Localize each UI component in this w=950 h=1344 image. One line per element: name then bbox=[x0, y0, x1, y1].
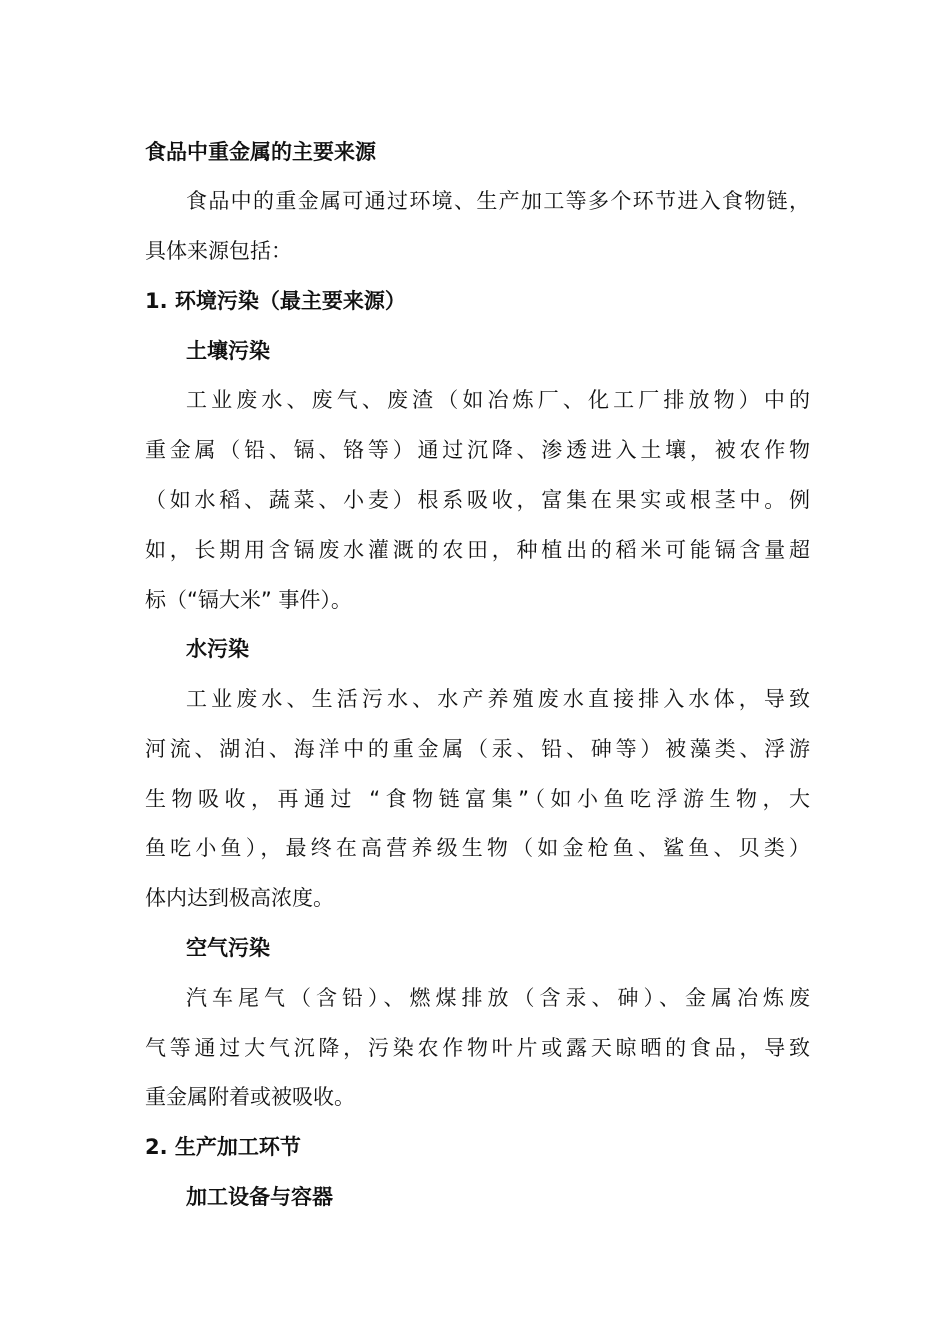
soil-line-5: 标（“镉大米” 事件）。 bbox=[145, 588, 352, 612]
equipment-heading: 加工设备与容器 bbox=[186, 1185, 333, 1209]
intro-line-2: 具体来源包括： bbox=[145, 239, 292, 263]
air-heading: 空气污染 bbox=[186, 936, 270, 960]
water-line-3: 生物吸收，再通过 “食物链富集”（如小鱼吃浮游生物，大 bbox=[145, 787, 810, 811]
air-line-3: 重金属附着或被吸收。 bbox=[145, 1085, 355, 1109]
water-line-4: 鱼吃小鱼），最终在高营养级生物（如金枪鱼、鲨鱼、贝类） bbox=[145, 836, 810, 860]
air-line-2: 气等通过大气沉降，污染农作物叶片或露天晾晒的食品，导致 bbox=[145, 1036, 810, 1060]
soil-heading: 土壤污染 bbox=[186, 339, 270, 363]
soil-line-4: 如，长期用含镉废水灌溉的农田，种植出的稻米可能镉含量超 bbox=[145, 538, 810, 562]
intro-line-1: 食品中的重金属可通过环境、生产加工等多个环节进入食物链， bbox=[186, 189, 810, 213]
soil-line-1: 工业废水、废气、废渣（如冶炼厂、化工厂排放物）中的 bbox=[186, 388, 810, 412]
section-2-heading: 2. 生产加工环节 bbox=[145, 1135, 301, 1159]
water-line-2: 河流、湖泊、海洋中的重金属（汞、铅、砷等）被藻类、浮游 bbox=[145, 737, 810, 761]
soil-line-2: 重金属（铅、镉、铬等）通过沉降、渗透进入土壤，被农作物 bbox=[145, 438, 810, 462]
soil-line-3: （如水稻、蔬菜、小麦）根系吸收，富集在果实或根茎中。例 bbox=[145, 488, 810, 512]
water-line-5: 体内达到极高浓度。 bbox=[145, 886, 334, 910]
air-line-1: 汽车尾气（含铅）、燃煤排放（含汞、砷）、金属冶炼废 bbox=[186, 986, 810, 1010]
water-line-1: 工业废水、生活污水、水产养殖废水直接排入水体，导致 bbox=[186, 687, 810, 711]
section-1-heading: 1. 环境污染（最主要来源） bbox=[145, 289, 406, 313]
document-title: 食品中重金属的主要来源 bbox=[145, 140, 376, 164]
water-heading: 水污染 bbox=[186, 637, 249, 661]
